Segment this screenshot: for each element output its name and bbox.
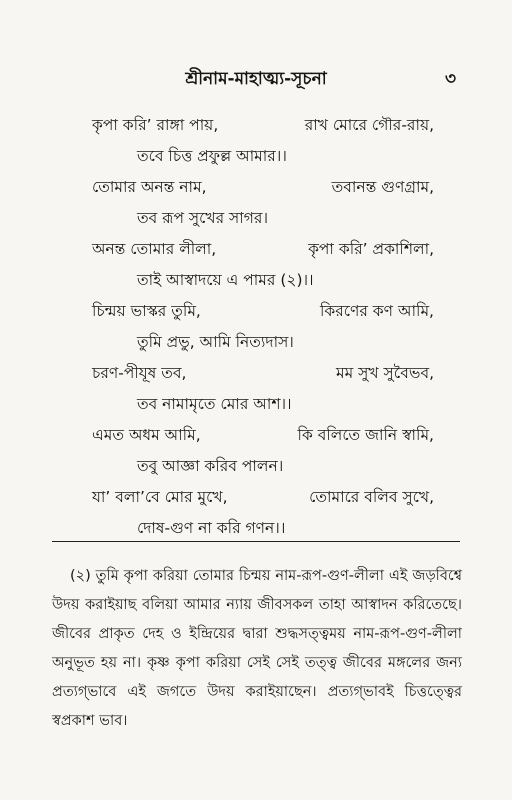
verse-left: অনন্ত তোমার লীলা,: [92, 240, 217, 258]
verse-line: [0, 110, 512, 141]
verse-line: [0, 203, 512, 234]
verse-right: কৃপা করি’ প্রকাশিলা,: [308, 240, 434, 258]
verse-line: [0, 265, 512, 296]
verse-line: [0, 296, 512, 327]
verse-right: কি বলিতে জানি স্বামি,: [297, 426, 434, 444]
verse-refrain: তব নামামৃতে মোর আশ।।: [137, 395, 292, 413]
verse-line: [0, 482, 512, 513]
verse-refrain: তুমি প্রভু, আমি নিত্যদাস।: [137, 333, 294, 351]
verse-right: তবানন্ত গুণগ্রাম,: [331, 178, 434, 196]
verse-right: কিরণের কণ আমি,: [319, 302, 434, 320]
verse-refrain: তবে চিত্ত প্রফুল্ল আমার।।: [137, 147, 287, 165]
verse-line: [0, 358, 512, 389]
footnote-divider: [52, 541, 460, 542]
verse-refrain: তাই আস্বাদয়ে এ পামর (২)।।: [137, 271, 314, 289]
verse-line: [0, 420, 512, 451]
page-title: শ্রীনাম-মাহাত্ম্য-সূচনা: [185, 69, 327, 89]
verse-right: মম সুখ সুবৈভব,: [336, 364, 434, 382]
verse-refrain: দোষ-গুণ না করি গণন।।: [137, 519, 286, 537]
verse-line: [0, 451, 512, 482]
verse-line: [0, 172, 512, 203]
verse-line: [0, 141, 512, 172]
verse-line: [0, 327, 512, 358]
verse-block: [0, 110, 512, 544]
page-header: [0, 66, 512, 92]
verse-refrain: তব রূপ সুখের সাগর।: [137, 209, 268, 227]
verse-line: [0, 389, 512, 420]
page-number: ৩: [444, 69, 456, 89]
verse-left: যা’ বলা’বে মোর মুখে,: [92, 488, 228, 506]
verse-left: চরণ-পীযূষ তব,: [92, 364, 187, 382]
verse-left: কৃপা করি’ রাঙ্গা পায়,: [92, 116, 219, 134]
verse-right: তোমারে বলিব সুখে,: [309, 488, 434, 506]
verse-right: রাখ মোরে গৌর-রায়,: [304, 116, 434, 134]
verse-left: তোমার অনন্ত নাম,: [92, 178, 207, 196]
verse-refrain: তবু আজ্ঞা করিব পালন।: [137, 457, 284, 475]
verse-left: এমত অধম আমি,: [92, 426, 201, 444]
verse-line: [0, 513, 512, 544]
verse-left: চিন্ময় ভাস্কর তুমি,: [92, 302, 201, 320]
footnote: [52, 562, 462, 736]
verse-line: [0, 234, 512, 265]
footnote-text: (২) তুমি কৃপা করিয়া তোমার চিন্ময় নাম-রূপ-গুণ-লীলা এই জড়বিশ্বে উদয় করাইয়াছ বলিয়া আমার ন্যায় জীবসকল তাহা আস্বাদন করিতেছে। জীবের প্রাকৃত দেহ ও ইন্দ্রিয়ের দ্বারা শুদ্ধসত্ত্বময় নাম-রূপ-গুণ-লীলা অনুভূত হয় না। কৃষ্ণ কৃপা করিয়া সেই সেই তত্ত্ব জীবের মঙ্গলের জন্য প্রত্যগ্‌ভাবে এই জগতে উদয় করাইয়াছেন। প্রত্যগ্‌ভাবই চিত্তত্ত্বের স্বপ্রকাশ ভাব।: [52, 568, 462, 729]
